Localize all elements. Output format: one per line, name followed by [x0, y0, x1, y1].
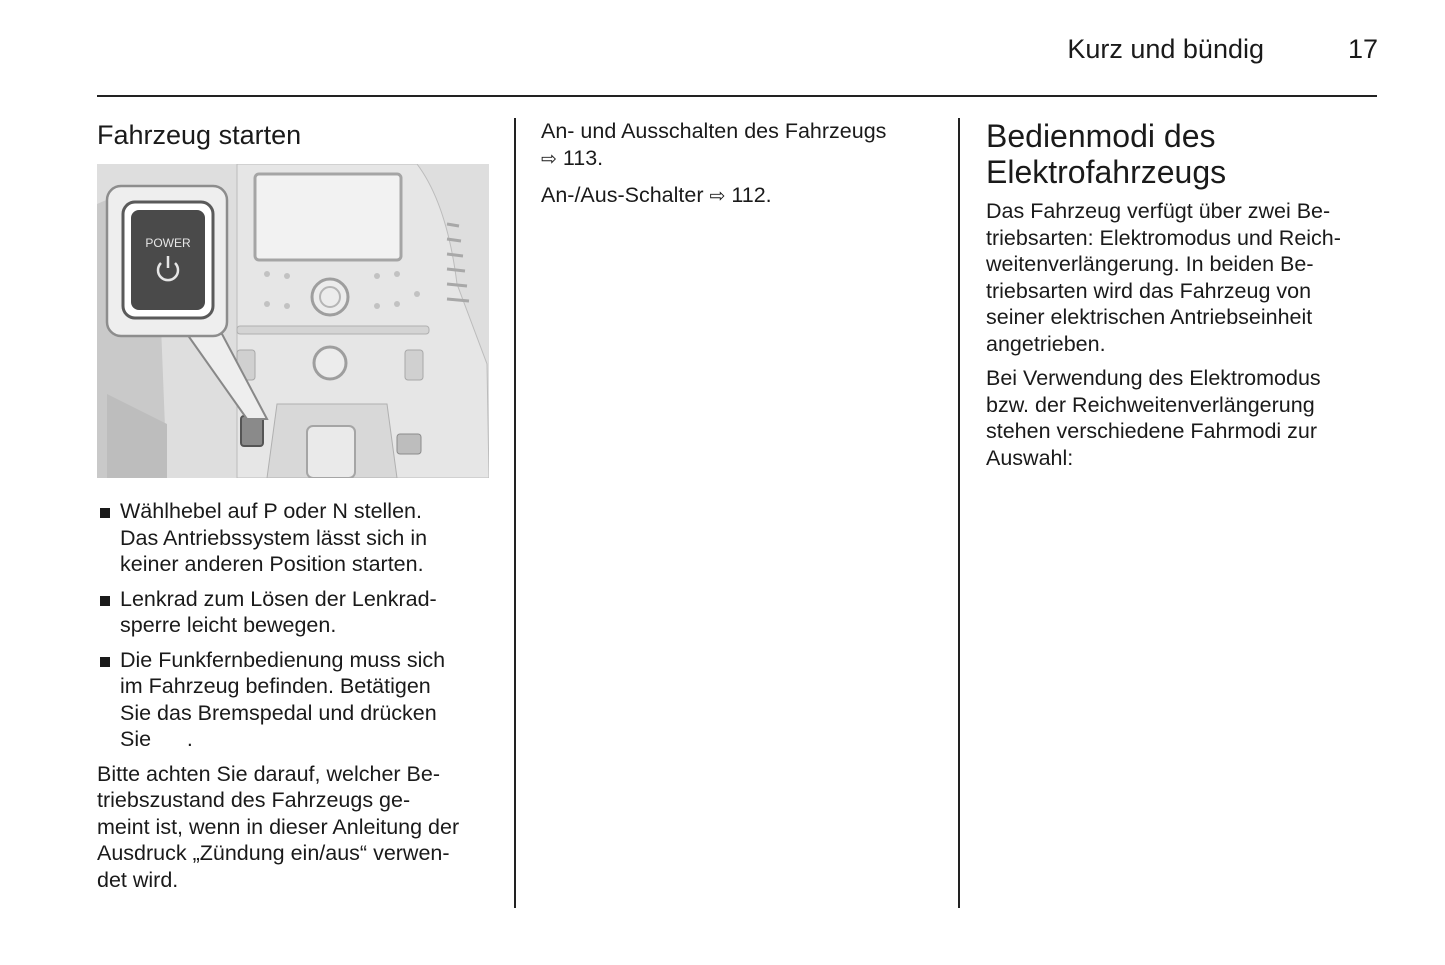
bullet-square-icon: [100, 657, 110, 667]
page-number: 17: [1347, 34, 1378, 64]
reference-text: An- und Ausschalten des Fahrzeugs: [541, 119, 887, 143]
line: Lenkrad zum Lösen der Lenkrad-: [120, 586, 437, 611]
ignition-note-paragraph: [97, 761, 497, 894]
middle-column: [541, 118, 941, 219]
line: seiner elektrischen Antriebseinheit: [986, 305, 1313, 329]
reference-page-link[interactable]: 113.: [562, 145, 604, 170]
reference-text: An-/Aus-Schalter: [541, 183, 704, 207]
line: weitenverlängerung. In beiden Be-: [986, 252, 1314, 276]
line: Bei Verwendung des Elektromodus: [986, 366, 1321, 390]
line: keiner anderen Position starten.: [120, 552, 424, 576]
line: Bitte achten Sie darauf, welcher Be-: [97, 761, 440, 786]
line: im Fahrzeug befinden. Betätigen: [120, 674, 431, 698]
line: triebszustand des Fahrzeugs ge-: [97, 788, 411, 812]
section-heading-start: Fahrzeug starten: [97, 120, 302, 150]
dashboard-illustration: [97, 164, 489, 478]
line: Das Fahrzeug verfügt über zwei Be-: [986, 199, 1331, 223]
page-reference-arrow-icon: ⇨: [709, 186, 726, 207]
line: det wird.: [97, 867, 179, 892]
list-item: [97, 586, 497, 639]
header-divider: [97, 95, 1377, 97]
line: meint ist, wenn in dieser Anleitung der: [97, 814, 460, 839]
right-column: [986, 118, 1386, 479]
left-column: [97, 118, 497, 901]
line: angetrieben.: [986, 331, 1106, 356]
cross-reference-switching: [541, 118, 941, 173]
heading-line: Elektrofahrzeugs: [986, 154, 1227, 190]
line: Wählhebel auf P oder N stellen.: [120, 499, 422, 523]
line: Das Antriebssystem lässt sich in: [120, 525, 428, 550]
list-item: [97, 647, 497, 753]
line: sperre leicht bewegen.: [120, 613, 337, 637]
line: Sie das Bremspedal und drücken: [120, 700, 437, 725]
column-divider-left: [514, 118, 516, 908]
reference-page-link[interactable]: 112.: [731, 183, 772, 207]
bullet-square-icon: [100, 596, 110, 606]
list-item: [97, 498, 497, 578]
operating-modes-paragraph: [986, 198, 1386, 357]
line: stehen verschiedene Fahrmodi zur: [986, 419, 1318, 443]
line: Die Funkfernbedienung muss sich: [120, 647, 446, 672]
heading-line: Bedienmodi des: [986, 118, 1216, 154]
driving-modes-paragraph: [986, 365, 1386, 471]
power-button-label: POWER: [145, 236, 191, 250]
line: Sie .: [120, 727, 193, 751]
bullet-square-icon: [100, 508, 110, 518]
section-heading-operating-modes: [986, 118, 1386, 190]
line: Auswahl:: [986, 445, 1074, 470]
column-divider-right: [958, 118, 960, 908]
cross-reference-switch: [541, 182, 941, 211]
start-steps-list: [97, 498, 497, 753]
line: triebsarten: Elektromodus und Reich-: [986, 225, 1341, 250]
line: triebsarten wird das Fahrzeug von: [986, 278, 1312, 303]
line: Ausdruck „Zündung ein/aus“ verwen-: [97, 841, 450, 865]
running-header-title: Kurz und bündig: [1067, 34, 1264, 64]
line: bzw. der Reichweitenverlängerung: [986, 392, 1315, 417]
page-reference-arrow-icon: ⇨: [541, 148, 557, 170]
